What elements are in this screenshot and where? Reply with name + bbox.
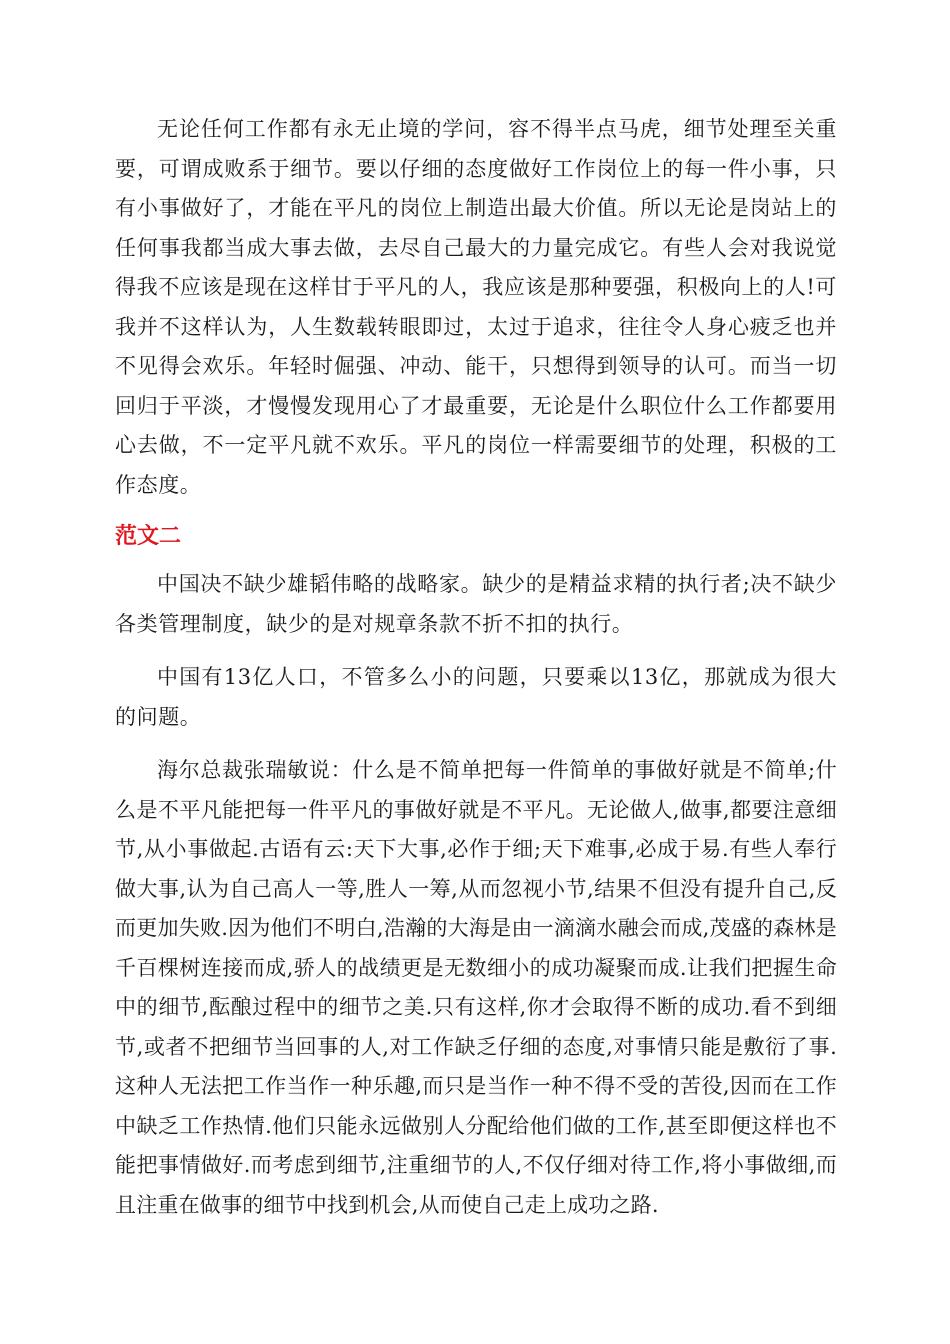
spacer	[115, 555, 837, 565]
spacer	[115, 737, 837, 751]
body-paragraph-1: 无论任何工作都有永无止境的学问，容不得半点马虎，细节处理至关重要，可谓成败系于细节。要以仔细的态度做好工作岗位上的每一件小事，只有小事做好了，才能在平凡的岗位上制造出最大价值。所以无论是岗站上的任何事我都当成大事去做，去尽自己最大的力量完成它。有些人会对我说觉得我不应该是现在这样甘于平凡的人，我应该是那种要强，积极向上的人!可我并不这样认为，人生数载转眼即过，太过于追求，往往令人身心疲乏也并不见得会欢乐。年轻时倔强、冲动、能干，只想得到领导的认可。而当一切回归于平淡，才慢慢发现用心了才最重要，无论是什么职位什么工作都要用心去做，不一定平凡就不欢乐。平凡的岗位一样需要细节的处理，积极的工作态度。	[115, 117, 837, 497]
section-heading: 范文二	[115, 524, 182, 549]
spacer	[115, 505, 837, 519]
body-paragraph-4: 海尔总裁张瑞敏说：什么是不简单把每一件简单的事做好就是不简单;什么是不平凡能把每一件平凡的事做好就是不平凡。无论做人,做事,都要注意细节,从小事做起.古语有云:天下大事,必作于细;天下难事,必成于易.有些人奉行做大事,认为自己高人一等,胜人一筹,从而忽视小节,结果不但没有提升自己,反而更加失败.因为他们不明白,浩瀚的大海是由一滴滴水融会而成,茂盛的森林是千百棵树连接而成,骄人的战绩更是无数细小的成功凝聚而成.让我们把握生命中的细节,酝酿过程中的细节之美.只有这样,你才会取得不断的成功.看不到细节,或者不把细节当回事的人,对工作缺乏仔细的态度,对事情只能是敷衍了事.这种人无法把工作当作一种乐趣,而只是当作一种不得不受的苦役,因而在工作中缺乏工作热情.他们只能永远做别人分配给他们做的工作,甚至即便这样也不能把事情做好.而考虑到细节,注重细节的人,不仅仔细对待工作,将小事做细,而且注重在做事的细节中找到机会,从而使自己走上成功之路.	[115, 758, 837, 1217]
document-body	[115, 110, 837, 1225]
body-paragraph-3: 中国有13亿人口，不管多么小的问题，只要乘以13亿，那就成为很大的问题。	[115, 665, 837, 729]
spacer	[115, 644, 837, 658]
body-paragraph-2: 中国决不缺少雄韬伟略的战略家。缺少的是精益求精的执行者;决不缺少各类管理制度，缺少的是对规章条款不折不扣的执行。	[115, 572, 837, 636]
